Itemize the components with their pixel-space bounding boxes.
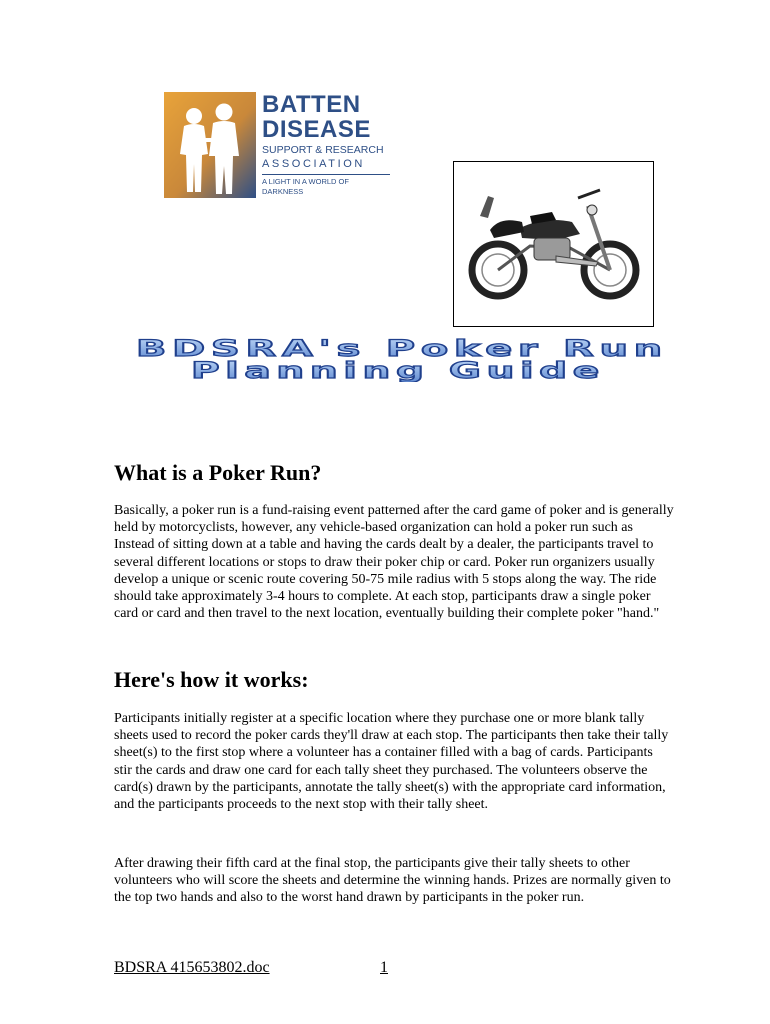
logo-line-support: SUPPORT & RESEARCH <box>262 144 384 156</box>
logo-line-association: ASSOCIATION <box>262 158 365 170</box>
footer-filename: BDSRA 415653802.doc <box>114 959 270 976</box>
footer-page-number: 1 <box>380 959 388 976</box>
logo-line-batten: BATTEN <box>262 91 361 118</box>
children-silhouette-icon <box>164 92 256 198</box>
title-art-line2: Planning Guide <box>191 359 605 382</box>
logo-line-disease: DISEASE <box>262 116 371 143</box>
title-art-line1: BDSRA's Poker Run <box>136 337 668 362</box>
section-heading-how-it-works: Here's how it works: <box>114 667 309 692</box>
logo-divider <box>262 174 390 175</box>
section-heading-what-is: What is a Poker Run? <box>114 460 322 485</box>
poker-run-title-art <box>128 336 676 382</box>
motorcycle-icon <box>460 176 648 316</box>
logo-tagline: A LIGHT IN A WORLD OF DARKNESS <box>262 177 349 196</box>
bdsra-logo <box>164 92 392 198</box>
motorcycle-image-frame <box>453 161 654 327</box>
section1-paragraph: Basically, a poker run is a fund-raising event patterned after the card game of poker and is generally held by motorcyclists, however, any vehicle-based organization can hold a poker run such as Instead of sitting down at a table and having the cards dealt by a dealer, the participants travel to several different locations or stops to draw their poker chip or card. Poker run organizers usually develop a unique or scenic route covering 50-75 mile radius with 5 stops along the way. The ride should take approximately 3-4 hours to complete. At each stop, participants draw a single poker card or card and then travel to the next location, eventually building their complete poker "hand." <box>114 503 674 622</box>
section2-paragraph-2: After drawing their fifth card at the final stop, the participants give their tally sheets to other volunteers who will score the sheets and determine the winning hands. Prizes are normally given to the top two hands and also to the worst hand drawn by participants in the poker run. <box>114 856 671 906</box>
section2-paragraph-1: Participants initially register at a specific location where they purchase one or more blank tally sheets used to record the poker cards they'll draw at each stop. The participants then take their tally sheet(s) to the first stop where a volunteer has a container filled with a bag of cards. Participants stir the cards and draw one card for each tally sheet they purchased. The volunteers observe the card(s) drawn by the participants, annotate the tally sheet(s) with the appropriate card information, and the participants proceeds to the next stop with their tally sheet. <box>114 711 669 813</box>
